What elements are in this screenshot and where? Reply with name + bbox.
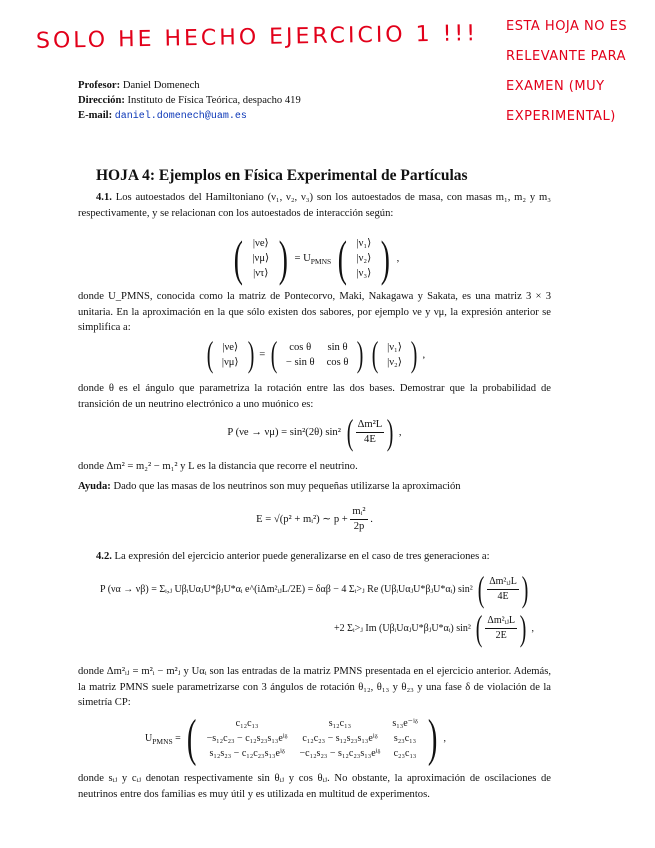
- handwritten-note-line: EXPERIMENTAL): [506, 109, 616, 124]
- ket: |ν₁⟩: [387, 342, 402, 353]
- flavor-ket-vector: [246, 236, 275, 281]
- page-title: HOJA 4: Ejemplos en Física Experimental de Partículas: [96, 167, 468, 184]
- ket: |νe⟩: [252, 238, 269, 249]
- handwritten-note-left: SOLO HE HECHO EJERCICIO 1 !!!: [35, 21, 479, 54]
- ex1-equation-3: P (νe → νμ) = sin²(2θ) sin² ( $\frac{\text{Δm²L}}{4E}$ ) ,: [227, 411, 402, 452]
- ex2-paragraph-1: [78, 549, 551, 565]
- email-link[interactable]: daniel.domenech@uam.es: [114, 111, 247, 122]
- ex2-pmns-equation: $U_{PMNS}$ = ( c₁₂c₁₃ s₁₂c₁₃ s₁₃e⁻ⁱᵟ −s₁₂c₂₃ − c₁₂s₂₃s₁₃eⁱᵟ c₁₂c₂₃ − s₁₂s₂₃s₁₃eⁱᵟ s₂₃c₁₃ s₁₂s₂₃ − c₁₂c₂₃s₁₃eⁱᵟ −c₁₂s₂₃ − s₁₂c₂₃s₁₃eⁱᵟ c₂₃c₁₃ ) ,: [145, 709, 446, 767]
- flavor-ket-vector-2: [216, 340, 245, 370]
- fraction: $\frac{\text{mᵢ²}}{2p}$: [352, 506, 366, 532]
- ex1-equation-4: E = √(p² + mᵢ²) ∼ p + $\frac{\text{mᵢ²}}{2p}$ .: [256, 506, 373, 532]
- handwritten-note-line: ESTA HOJA NO ES: [506, 19, 628, 34]
- handwritten-note-line: EXAMEN (MUY: [506, 79, 605, 94]
- ex1-paragraph-2: donde U_PMNS, conocida como la matriz de Pontecorvo, Maki, Nakagawa y Sakata, es una matriz 3 × 3 unitaria. En la aproximación en la que sólo existen dos sabores, por ejemplo νe y νμ, la expresión anterior se simplifica a:: [78, 291, 551, 333]
- ket: |ν₂⟩: [387, 357, 402, 368]
- mass-ket-vector-2: [381, 340, 408, 370]
- ex1-number: 4.1.: [96, 192, 112, 203]
- ex2-number: 4.2.: [96, 551, 112, 562]
- pmns-matrix: [201, 716, 424, 761]
- ex1-paragraph-4: donde Δm² = m₂² − m₁² y L es la distancia que recorre el neutrino.: [78, 461, 358, 472]
- ex1-paragraph-1: [78, 190, 551, 221]
- ket: |ν₁⟩: [356, 238, 372, 249]
- email-label: E-mail:: [78, 110, 113, 121]
- matrix-cell: cos θ: [289, 342, 312, 353]
- matrix-cell: −s₁₂c₂₃ − c₁₂s₂₃s₁₃eⁱᵟ: [206, 733, 288, 744]
- contact-header: [78, 78, 551, 124]
- ket: |νe⟩: [222, 342, 239, 353]
- matrix-cell: − sin θ: [285, 357, 315, 368]
- matrix-cell: s₁₃e⁻ⁱᵟ: [392, 718, 418, 729]
- direccion-value: Instituto de Física Teórica, despacho 419: [127, 95, 301, 106]
- matrix-cell: c₂₃c₁₃: [393, 748, 417, 759]
- fraction: $\frac{\text{Δm²L}}{4E}$: [357, 419, 383, 445]
- profesor-value: Daniel Domenech: [122, 80, 200, 91]
- matrix-cell: c₁₂c₁₃: [235, 718, 259, 729]
- fraction: $\frac{\text{Δm²ᵢⱼL}}{2E}$: [487, 615, 516, 641]
- ket: |ν₃⟩: [356, 268, 372, 279]
- ex2-paragraph-2: donde Δm²ᵢⱼ = m²ᵢ − m²ⱼ y Uαᵢ son las entradas de la matriz PMNS presentada en el ejercicio anterior. Además, la matriz PMNS suele parametrizarse con 3 ángulos de rotación θ₁₂, θ₁₃ y θ₂₃ y una fase δ de violación de la simetría CP:: [78, 666, 551, 708]
- ex1-paragraph-3: donde θ es el ángulo que parametriza la rotación entre las dos bases. Demostrar que la probabilidad de transición de un neutrino electrónico a uno muónico es:: [78, 383, 551, 410]
- ket: |νμ⟩: [252, 253, 270, 264]
- mass-ket-vector: [351, 236, 378, 281]
- ex2-equation-1b: +2 Σᵢ>ⱼ Im (UβᵢUαⱼU*βⱼU*αᵢ) sin² ( $\frac{\text{Δm²ᵢⱼL}}{2E}$ ) ,: [334, 607, 535, 648]
- matrix-cell: s₁₂c₁₃: [328, 718, 352, 729]
- ayuda-text: Dado que las masas de los neutrinos son muy pequeñas utilizarse la aproximación: [113, 481, 461, 492]
- ket: |ντ⟩: [253, 268, 269, 279]
- matrix-cell: s₁₂s₂₃ − c₁₂c₂₃s₁₃eⁱᵟ: [209, 748, 285, 759]
- matrix-cell: −c₁₂s₂₃ − s₁₂c₂₃s₁₃eⁱᵟ: [299, 748, 381, 759]
- fraction: $\frac{\text{Δm²ᵢⱼL}}{4E}$: [489, 576, 517, 602]
- matrix-cell: s₂₃c₁₃: [393, 733, 417, 744]
- profesor-label: Profesor:: [78, 80, 121, 91]
- matrix-cell: cos θ: [326, 357, 349, 368]
- ex1-equation-2: ( |νe⟩ |νμ⟩ ) = ( cos θ sin θ − sin θ cos θ ) ( |ν₁⟩ |ν₂⟩ ) ,: [206, 334, 426, 375]
- ex1-equation-1: ( |νe⟩ |νμ⟩ |ντ⟩ ) = $U_{PMNS}$ ( |ν₁⟩ |ν₂⟩ |ν₃⟩ ) ,: [233, 229, 400, 286]
- matrix-cell: sin θ: [327, 342, 348, 353]
- ex2-paragraph-3: donde sᵢⱼ y cᵢⱼ denotan respectivamente sin θᵢⱼ y cos θᵢⱼ. No obstante, la aproximación de oscilaciones de neutrinos entre dos familias es muy útil y es utilizada en multitud de experimentos.: [78, 773, 551, 800]
- ex2-text-1: La expresión del ejercicio anterior puede generalizarse en el caso de tres generaciones a:: [114, 551, 490, 562]
- ayuda-label: Ayuda:: [78, 481, 111, 492]
- ex2-equation-1a: P (να → νβ) = Σᵢ,ⱼ UβᵢUαⱼU*βⱼU*αᵢ e^(iΔm²ᵢⱼL/2E) = δαβ − 4 Σᵢ>ⱼ Re (UβᵢUαⱼU*βⱼU*αᵢ) sin² ( $\frac{\text{Δm²ᵢⱼL}}{4E}$ ): [100, 568, 529, 609]
- handwritten-note-line: RELEVANTE PARA: [506, 49, 626, 64]
- rotation-matrix: [280, 340, 355, 370]
- matrix-cell: c₁₂c₂₃ − s₁₂s₂₃s₁₃eⁱᵟ: [302, 733, 378, 744]
- ex1-hint: [78, 479, 551, 495]
- eq-equals-u: = $U_{PMNS}$: [294, 252, 332, 266]
- ex1-text-1: Los autoestados del Hamiltoniano (ν₁, ν₂, ν₃) son los autoestados de masa, con masas m₁, m₂ y m₃ respectivamente, y se relacionan con los autoestados de interacción según:: [78, 192, 551, 219]
- ket: |ν₂⟩: [356, 253, 372, 264]
- ket: |νμ⟩: [221, 357, 239, 368]
- direccion-label: Dirección:: [78, 95, 125, 106]
